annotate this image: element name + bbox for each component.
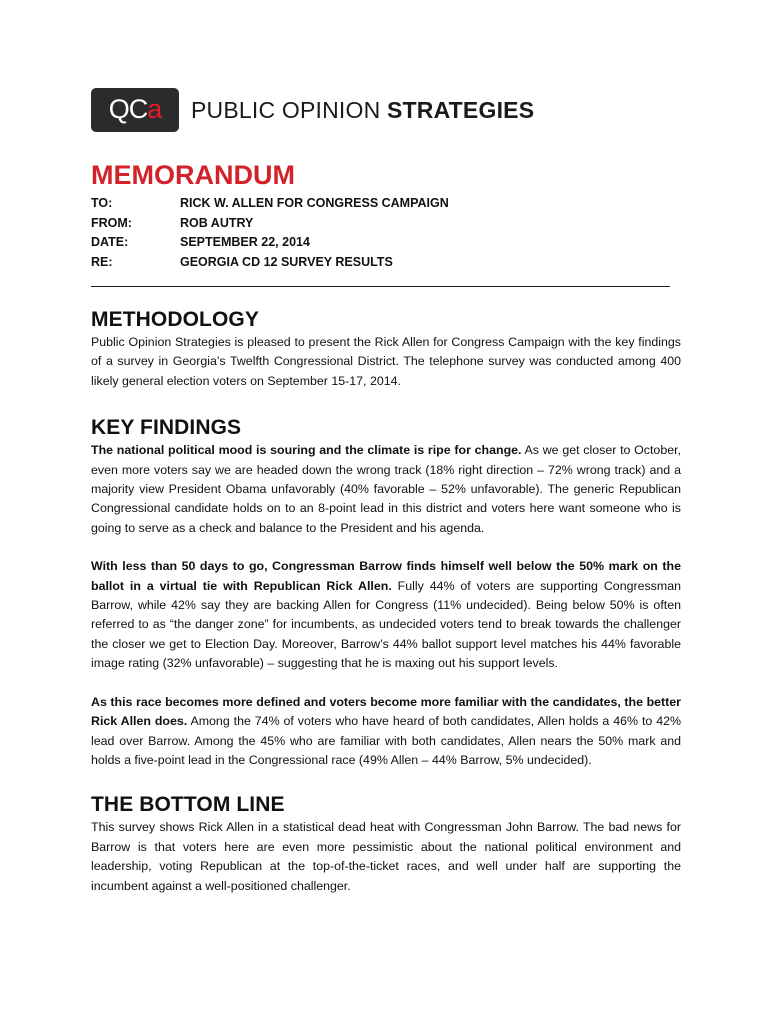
memo-label: DATE: — [91, 235, 129, 249]
finding-paragraph — [91, 693, 681, 771]
finding-lead: With less than 50 days to go, Congressman Barrow finds himself well below the 50% mark on the ballot in a virtual tie with Republican Rick Allen. — [91, 559, 681, 593]
finding-lead: As this race becomes more defined and voters become more familiar with the candidates, the better Rick Allen does. — [91, 694, 681, 729]
brand-name — [191, 97, 534, 124]
key-findings-heading: KEY FINDINGS — [91, 416, 242, 440]
memo-value: ROB AUTRY — [180, 215, 254, 230]
letterhead — [91, 88, 681, 132]
brand-bold: STRATEGIES — [386, 96, 535, 123]
memo-title: MEMORANDUM — [91, 160, 295, 190]
memo-label: TO: — [91, 196, 113, 210]
memo-row-to — [91, 194, 681, 214]
memo-value: GEORGIA CD 12 SURVEY RESULTS — [180, 254, 393, 269]
finding-paragraph — [91, 557, 681, 673]
finding-lead: The national political mood is souring and the climate is ripe for change. — [91, 443, 522, 458]
finding-text: Among the 74% of voters who have heard of both candidates, Allen holds a 46% to 42% lead over Barrow. Among the 45% who are familiar with both candidates, Allen nears the 50% mark and holds a five-point lead in the Congressional race (49% Allen – 44% Barrow, 5% undecided). — [91, 714, 681, 767]
memo-row-re — [91, 253, 681, 273]
methodology-text: Public Opinion Strategies is pleased to present the Rick Allen for Congress Campaign with the key findings of a survey in Georgia’s Twelfth Congressional District. The telephone survey was conducted among 400 likely general election voters on September 15-17, 2014. — [91, 335, 681, 388]
finding-paragraph — [91, 441, 681, 538]
memo-label: FROM: — [91, 215, 132, 230]
memo-value: SEPTEMBER 22, 2014 — [180, 235, 310, 249]
memo-header-fields — [91, 194, 681, 272]
bottom-line-text: This survey shows Rick Allen in a statistical dead heat with Congressman John Barrow. The bad news for Barrow is that voters here are even more pessimistic about the national political environment and leadership, voting Republican at the top-of-the-ticket races, and well under half are supporting the incumbent against a well-positioned challenger. — [91, 820, 681, 893]
memo-row-from — [91, 214, 681, 234]
finding-text: As we get closer to October, even more voters say we are headed down the wrong track (18% right direction – 72% wrong track) and a majority view President Obama unfavorably (40% favorable – 52% unfavorable). The generic Republican Congressional candidate holds on to an 8-point lead in this district and voters here want someone who is going to serve as a check and balance to the President and his agenda. — [91, 443, 681, 535]
qca-logo — [91, 88, 179, 132]
logo-accent-letter: a — [147, 93, 162, 124]
brand-regular: PUBLIC OPINION — [191, 96, 387, 123]
memo-row-date — [91, 233, 681, 253]
memo-page — [91, 88, 681, 896]
memo-label: RE: — [91, 254, 113, 269]
header-divider — [91, 286, 670, 287]
logo-text: QC — [108, 93, 148, 124]
memo-value: RICK W. ALLEN FOR CONGRESS CAMPAIGN — [180, 196, 449, 210]
finding-text: Fully 44% of voters are supporting Congressman Barrow, while 42% say they are backing Allen for Congress (11% undecided). Being below 50% is often referred to as “the danger zone” for incumbents, as undecided voters tend to break towards the challenger the closer we get to Election Day. Moreover, Barrow’s 44% ballot support level matches his 44% favorable image rating (32% unfavorable) – suggesting that he is maxing out his support levels. — [91, 578, 681, 671]
bottom-line-heading: THE BOTTOM LINE — [91, 793, 285, 817]
methodology-heading: METHODOLOGY — [91, 308, 259, 331]
